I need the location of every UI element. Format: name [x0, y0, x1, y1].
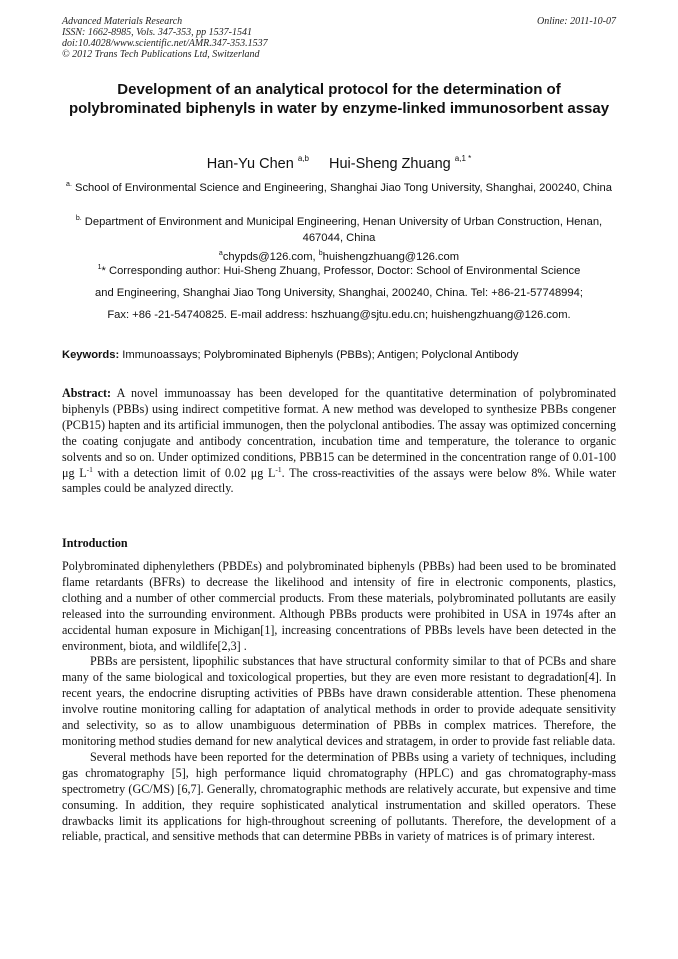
intro-paragraph-1: Polybrominated diphenylethers (PBDEs) and polybrominated biphenyls (PBBs) had been used to be brominated flame retardants (BFRs) to decrease the likelihood and intensity of fire in electronic components, plastics, clothing and a number of other commercial products. From these materials, polybrominated pollutants are easily released into the surrounding environment. Although PBBs products were prohibited in USA in 1974s after an accidental human exposure in Michigan[1], increasing concentrations of PBBs levels have been detected in the environment, biota, and wildlife[2,3] .	[62, 559, 616, 653]
affiliation-text: School of Environmental Science and Engineering, Shanghai Jiao Tong University, Shanghai, 200240, China	[75, 182, 612, 194]
intro-paragraph-3: Several methods have been reported for the determination of PBBs using a variety of techniques, including gas chromatography [5], high performance liquid chromatography (HPLC) and gas chromatography-mass spectrometry (GC/MS) [6,7]. Generally, chromatographic methods are relatively accurate, but expensive and time consuming. In addition, they require sophisticated analytical instrumentation and skilled operators. These drawbacks limit its applications for high-throughout screening of pollutants. Therefore, the development of a reliable, practical, and sensitive methods that can determine PBBs in variety of matrices is of primary interest.	[62, 749, 616, 844]
email-link[interactable]: chypds@126.com,	[222, 251, 316, 263]
affiliation-mark: b.	[75, 215, 82, 222]
affiliation-text: Department of Environment and Municipal Engineering, Henan University of Urban Construction, Henan, 467044, China	[84, 216, 603, 244]
corresponding-line-3: Fax: +86 -21-54740825. E-mail address: hszhuang@sjtu.edu.cn; huishengzhuang@126.com.	[107, 309, 571, 321]
affiliation-a	[62, 177, 616, 196]
introduction-body	[62, 559, 616, 845]
corresponding-line-2: and Engineering, Shanghai Jiao Tong University, Shanghai, 200240, China. Tel: +86-21-57748994;	[95, 287, 583, 299]
paper-title: Development of an analytical protocol for the determination of polybrominated biphenyls in water by enzyme-linked immunosorbent assay	[68, 81, 610, 117]
abstract-text: A novel immunoassay has been developed for the quantitative determination of polybrominated biphenyls (PBBs) using indirect competitive format. A new method was developed to synthesize PBBs congener (PCB15) hapten and its artificial immunogen, then the polyclonal antibodies. The assay was optimized concerning the coating conjugate and antibody concentration, incubation time and temperature, the tolerance to organic solvents and so on. Under optimized conditions, PBB15 can be determined in the concentration range of 0.01-100 μg L	[62, 386, 616, 480]
doi-line: doi:10.4028/www.scientific.net/AMR.347-353.1537	[62, 38, 268, 49]
author-affiliation-mark: a,1 *	[454, 154, 472, 163]
abstract-label: Abstract:	[62, 386, 112, 400]
superscript: -1	[275, 464, 282, 474]
corresponding-mark: 1	[97, 264, 102, 271]
abstract-text: . The cross-reactivities of the assays were below 8%. While water samples could be analyzed directly.	[62, 465, 616, 496]
email-mark: a	[218, 250, 223, 257]
corresponding-line-1	[62, 257, 616, 282]
abstract-text: with a detection limit of 0.02 μg L	[92, 465, 276, 480]
corresponding-text: * Corresponding author: Hui-Sheng Zhuang, Professor, Doctor: School of Environmental Science	[101, 265, 581, 277]
online-date: Online: 2011-10-07	[537, 16, 616, 27]
author-affiliation-mark: a,b	[297, 154, 309, 163]
journal-name: Advanced Materials Research	[62, 16, 183, 27]
copyright-line: © 2012 Trans Tech Publications Ltd, Switzerland	[62, 49, 260, 60]
affiliation-mark: a.	[66, 181, 72, 188]
section-heading-introduction: Introduction	[62, 536, 128, 550]
keywords-line	[62, 348, 616, 363]
journal-header	[62, 16, 616, 60]
affiliation-b	[62, 211, 616, 246]
email-link[interactable]: huishengzhuang@126.com	[322, 251, 460, 263]
author-name: Hui-Sheng Zhuang	[329, 156, 451, 172]
corresponding-author	[62, 257, 616, 326]
author-line	[62, 150, 616, 173]
keywords-label: Keywords:	[62, 349, 120, 361]
intro-paragraph-2: PBBs are persistent, lipophilic substances that have structural conformity similar to that of PCBs and share many of the same biological and toxicological properties, but they are even more resistant to degradation[4]. In recent years, the endocrine disrupting activities of PBBs have drawn considerable attention. These phenomena involve routine monitoring calling for adaptation of analytical methods in order to provide adequate sensitivity and selectivity, so as to allow unambiguous determination of PBBs in complex matrices. Therefore, the monitoring method studies demand for new analytical devices and stratagem, in order to provide fast reliable data.	[62, 654, 616, 748]
keywords-text: Immunoassays; Polybrominated Biphenyls (PBBs); Antigen; Polyclonal Antibody	[119, 349, 519, 361]
superscript: -1	[86, 464, 93, 474]
email-mark: b	[318, 250, 323, 257]
author-name: Han-Yu Chen	[206, 156, 294, 172]
issn-line: ISSN: 1662-8985, Vols. 347-353, pp 1537-1541	[62, 27, 252, 38]
abstract-paragraph	[62, 386, 616, 497]
